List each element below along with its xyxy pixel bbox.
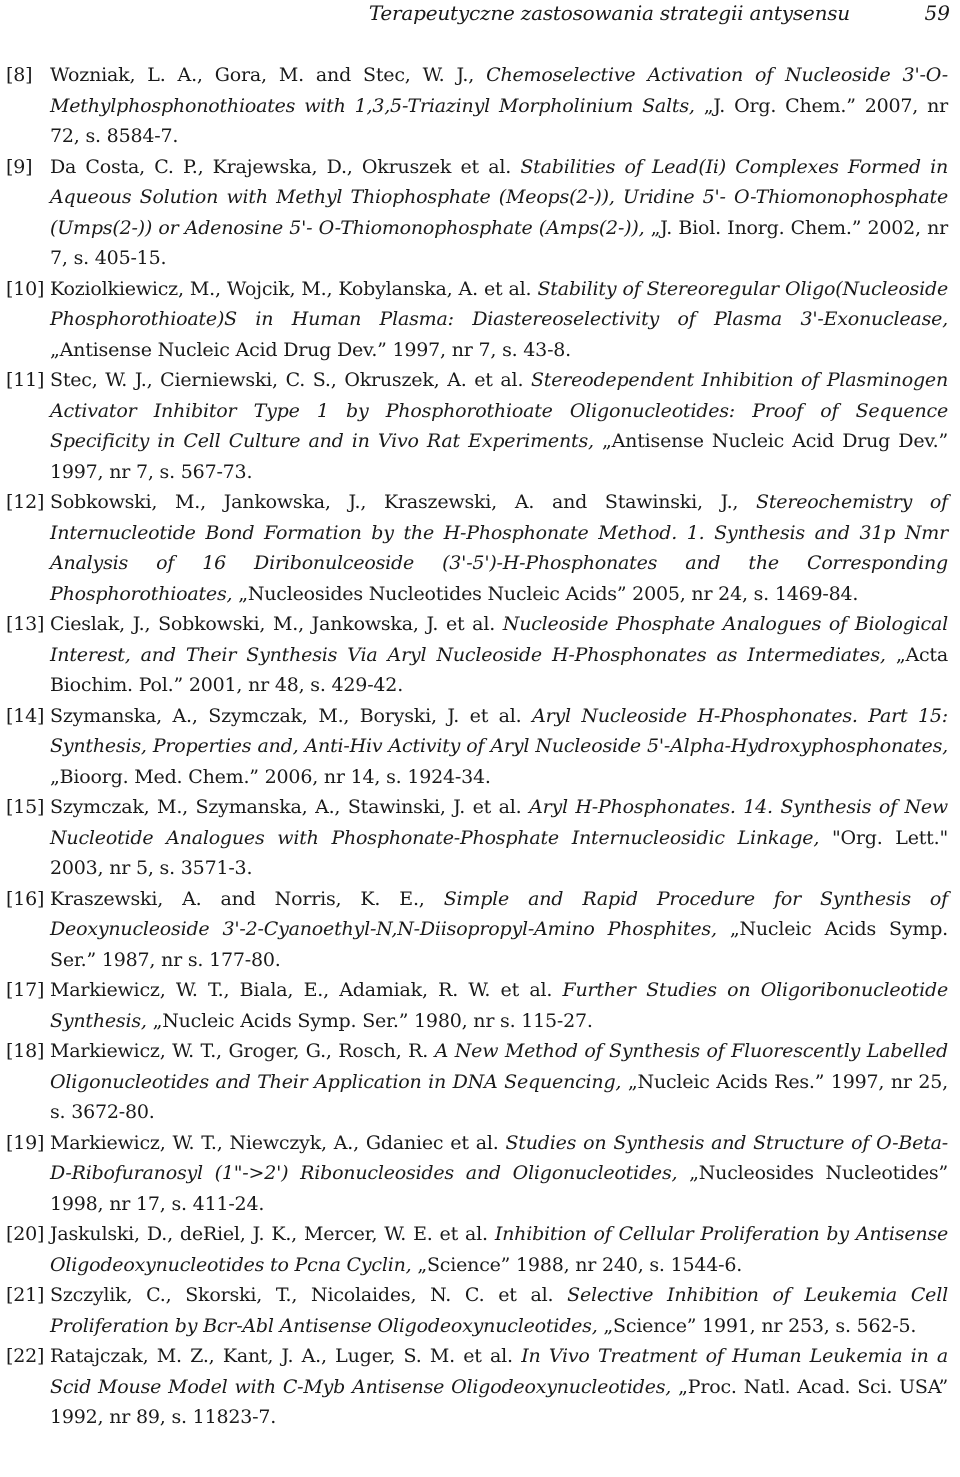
reference-authors: Koziolkiewicz, M., Wojcik, M., Kobylanska, A. et al. <box>50 277 538 300</box>
reference-source: "Org. Lett." 2003, nr 5, s. 3571-3. <box>50 826 948 879</box>
reference-source: „Antisense Nucleic Acid Drug Dev.” 1997, nr 7, s. 43-8. <box>50 338 572 361</box>
reference-authors: Markiewicz, W. T., Niewczyk, A., Gdaniec et al. <box>50 1131 506 1154</box>
reference-title: Further Studies on Oligoribonucleotide Synthesis, <box>50 979 948 1032</box>
reference-source: „Bioorg. Med. Chem.” 2006, nr 14, s. 1924-34. <box>50 765 491 788</box>
reference-title: Aryl H-Phosphonates. 14. Synthesis of New Nucleotide Analogues with Phosphonate-Phosphate Internucleosidic Linkage, <box>50 796 948 849</box>
reference-item <box>0 1036 948 1128</box>
reference-number: [13] <box>6 613 45 635</box>
reference-item <box>0 60 948 152</box>
reference-title: A New Method of Synthesis of Fluorescently Labelled Oligonucleotides and Their Application in DNA Sequencing, <box>50 1040 948 1093</box>
reference-title: Stabilities of Lead(Ii) Complexes Formed in Aqueous Solution with Methyl Thiophosphate (Meops(2-)), Uridine 5'- O-Thiomonophosphate (Umps(2-)) or Adenosine 5'- O-Thiomonophosphate (Amps(2-)), <box>50 155 949 239</box>
reference-title: Aryl Nucleoside H-Phosphonates. Part 15: Synthesis, Properties and, Anti-Hiv Activity of Aryl Nucleoside 5'-Alpha-Hydroxyphosphonates, <box>50 704 948 757</box>
reference-item <box>0 365 948 487</box>
reference-title: Chemoselective Activation of Nucleoside 3'-O-Methylphosphonothioates with 1,3,5-Triazinyl Morpholinium Salts, <box>50 64 948 117</box>
reference-number: [15] <box>6 796 45 818</box>
reference-authors: Wozniak, L. A., Gora, M. and Stec, W. J., <box>50 64 487 86</box>
reference-number: [20] <box>6 1223 45 1245</box>
reference-authors: Stec, W. J., Cierniewski, C. S., Okruszek, A. et al. <box>50 369 531 391</box>
reference-number: [8] <box>6 64 33 86</box>
reference-number: [17] <box>6 979 45 1001</box>
reference-number: [12] <box>6 491 45 513</box>
reference-title: Studies on Synthesis and Structure of O-Beta-D-Ribofuranosyl (1"->2') Ribonucleosides and Oligonucleotides, <box>50 1131 948 1184</box>
reference-title: Stability of Stereoregular Oligo(Nucleoside Phosphorothioate)S in Human Plasma: Diastereoselectivity of Plasma 3'-Exonuclease, <box>50 277 948 330</box>
reference-source: „Nucleic Acids Symp. Ser.” 1980, nr s. 115-27. <box>146 1009 593 1032</box>
reference-title: In Vivo Treatment of Human Leukemia in a Scid Mouse Model with C-Myb Antisense Oligodeoxynucleotides, <box>50 1345 948 1398</box>
reference-item <box>0 487 948 609</box>
reference-list <box>0 60 948 1433</box>
reference-title: Selective Inhibition of Leukemia Cell Proliferation by Bcr-Abl Antisense Oligodeoxynucleotides, <box>50 1284 948 1337</box>
reference-authors: Szymanska, A., Szymczak, M., Boryski, J. et al. <box>50 704 533 727</box>
reference-title: Inhibition of Cellular Proliferation by Antisense Oligodeoxynucleotides to Pcna Cyclin, <box>50 1223 948 1276</box>
reference-source: „Nucleic Acids Symp. Ser.” 1987, nr s. 177-80. <box>50 918 948 971</box>
reference-item <box>0 1219 948 1280</box>
reference-source: „Acta Biochim. Pol.” 2001, nr 48, s. 429-42. <box>50 643 948 696</box>
reference-authors: Markiewicz, W. T., Biala, E., Adamiak, R. W. et al. <box>50 979 563 1001</box>
reference-number: [11] <box>6 369 45 391</box>
reference-number: [14] <box>6 704 45 727</box>
reference-item <box>0 975 948 1036</box>
reference-number: [16] <box>6 887 45 910</box>
reference-item <box>0 792 948 884</box>
reference-title: Stereodependent Inhibition of Plasminogen Activator Inhibitor Type 1 by Phosphorothioate Oligonucleotides: Proof of Sequence Specificity in Cell Culture and in Vivo Rat Experiments, <box>50 369 948 452</box>
reference-authors: Ratajczak, M. Z., Kant, J. A., Luger, S. M. et al. <box>50 1345 522 1367</box>
reference-number: [22] <box>6 1345 45 1367</box>
reference-source: „Proc. Natl. Acad. Sci. USA” 1992, nr 89, s. 11823-7. <box>50 1375 948 1428</box>
reference-item <box>0 884 948 976</box>
reference-item <box>0 1341 948 1433</box>
reference-authors: Markiewicz, W. T., Groger, G., Rosch, R. <box>50 1040 435 1062</box>
reference-source: „J. Org. Chem.” 2007, nr 72, s. 8584-7. <box>50 94 948 147</box>
reference-number: [21] <box>6 1284 45 1306</box>
reference-title: Nucleoside Phosphate Analogues of Biological Interest, and Their Synthesis Via Aryl Nucleoside H-Phosphonates as Intermediates, <box>50 613 948 666</box>
reference-item <box>0 1128 948 1220</box>
reference-title: Stereochemistry of Internucleotide Bond Formation by the H-Phosphonate Method. 1. Synthesis and 31p Nmr Analysis of 16 Diribonulceoside (3'-5')-H-Phosphonates and the Corresponding Phosphorothioates, <box>50 491 948 605</box>
reference-source: „Science” 1988, nr 240, s. 1544-6. <box>411 1253 743 1276</box>
reference-title: Simple and Rapid Procedure for Synthesis of Deoxynucleoside 3'-2-Cyanoethyl-N,N-Diisopropyl-Amino Phosphites, <box>50 887 948 940</box>
reference-authors: Cieslak, J., Sobkowski, M., Jankowska, J. et al. <box>50 613 503 635</box>
reference-number: [9] <box>6 155 33 178</box>
reference-authors: Kraszewski, A. and Norris, K. E., <box>50 887 444 910</box>
reference-item <box>0 1280 948 1341</box>
reference-authors: Jaskulski, D., deRiel, J. K., Mercer, W. E. et al. <box>50 1223 495 1245</box>
reference-item <box>0 609 948 701</box>
reference-item <box>0 152 948 274</box>
reference-authors: Szymczak, M., Szymanska, A., Stawinski, J. et al. <box>50 796 530 818</box>
reference-source: „Nucleic Acids Res.” 1997, nr 25, s. 3672-80. <box>50 1070 949 1123</box>
page-number: 59 <box>924 1 950 25</box>
reference-source: „Antisense Nucleic Acid Drug Dev.” 1997, nr 7, s. 567-73. <box>50 430 948 483</box>
reference-number: [18] <box>6 1040 45 1062</box>
running-title: Terapeutyczne zastosowania strategii antysensu <box>368 1 850 25</box>
reference-source: „Nucleosides Nucleotides Nucleic Acids” 2005, nr 24, s. 1469-84. <box>232 582 859 605</box>
reference-number: [10] <box>6 277 45 300</box>
reference-item <box>0 701 948 793</box>
reference-source: „J. Biol. Inorg. Chem.” 2002, nr 7, s. 405-15. <box>50 216 948 269</box>
reference-item <box>0 274 948 366</box>
reference-authors: Szczylik, C., Skorski, T., Nicolaides, N. C. et al. <box>50 1284 568 1306</box>
reference-authors: Da Costa, C. P., Krajewska, D., Okruszek et al. <box>50 155 521 178</box>
reference-authors: Sobkowski, M., Jankowska, J., Kraszewski, A. and Stawinski, J., <box>50 491 757 513</box>
reference-number: [19] <box>6 1131 45 1154</box>
page-header <box>0 0 960 40</box>
reference-source: „Science” 1991, nr 253, s. 562-5. <box>597 1314 917 1337</box>
reference-source: „Nucleosides Nucleotides” 1998, nr 17, s. 411-24. <box>50 1162 948 1215</box>
